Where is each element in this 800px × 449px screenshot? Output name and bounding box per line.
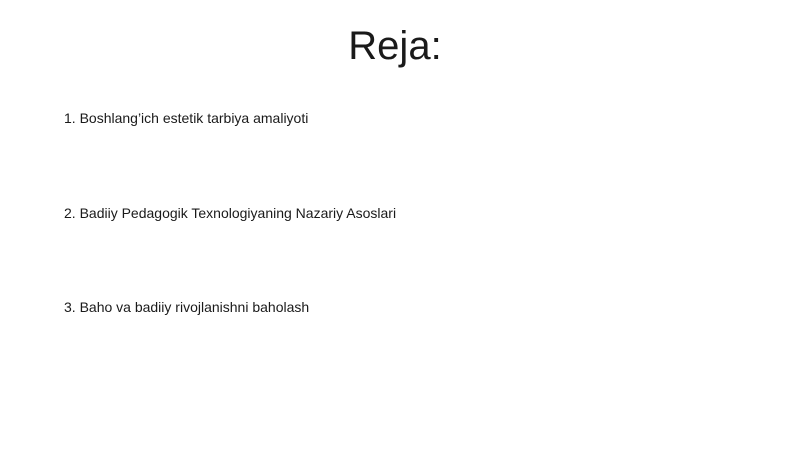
slide-title: Reja: xyxy=(348,24,442,68)
agenda-item-3: 3. Baho va badiiy rivojlanishni baholash xyxy=(64,299,310,315)
agenda-item-2: 2. Badiiy Pedagogik Texnologiyaning Nazariy Asoslari xyxy=(64,205,397,221)
agenda-item-1: 1. Boshlang’ich estetik tarbiya amaliyoti xyxy=(64,110,309,126)
